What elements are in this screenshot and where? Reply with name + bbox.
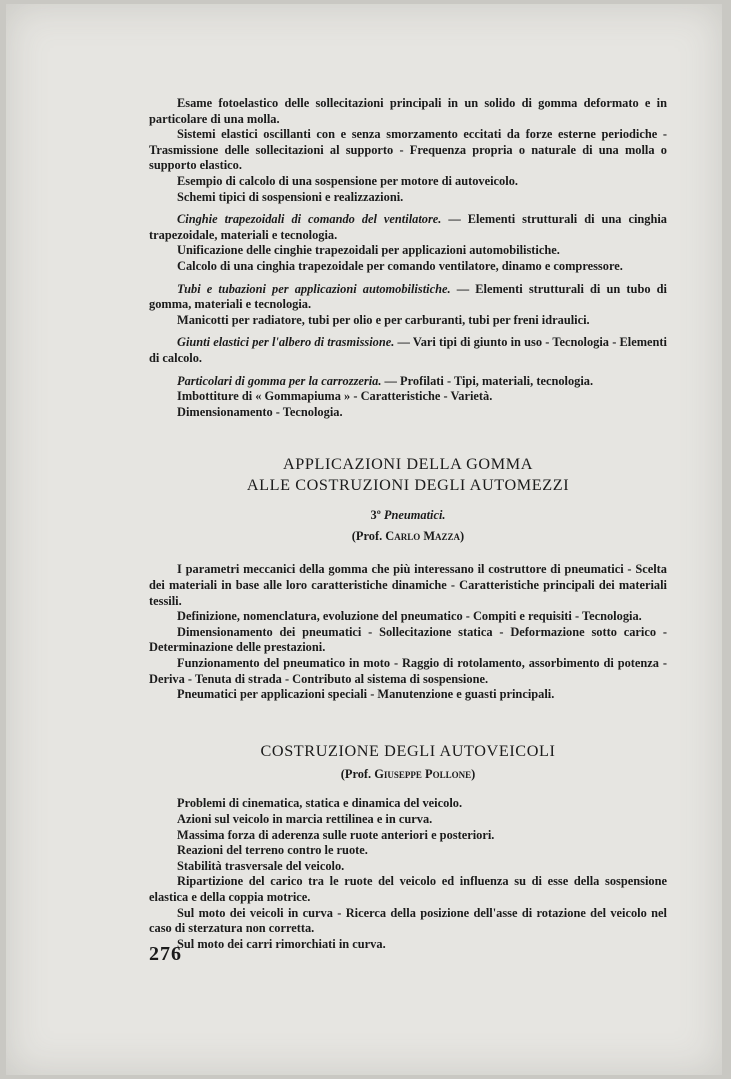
paragraph: Sistemi elastici oscillanti con e senza smorzamento eccitati da forze esterne periodiche - Trasmissione delle sollecitazioni al supporto - Frequenza propria o naturale di una molla o supporto elastico.: [149, 127, 667, 173]
paragraph: Definizione, nomenclatura, evoluzione del pneumatico - Compiti e requisiti - Tecnologia.: [177, 609, 642, 624]
paragraph: Schemi tipici di sospensioni e realizzazioni.: [177, 189, 404, 204]
paragraph: Dimensionamento - Tecnologia.: [177, 404, 343, 419]
topic-title: Particolari di gomma per la carrozzeria.: [177, 373, 382, 388]
section-heading: COSTRUZIONE DEGLI AUTOVEICOLI: [260, 741, 556, 760]
paragraph: Problemi di cinematica, statica e dinamica del veicolo.: [177, 796, 463, 811]
paragraph: Manicotti per radiatore, tubi per olio e per carburanti, tubi per freni idraulici.: [177, 312, 590, 327]
paragraph: Pneumatici per applicazioni speciali - Manutenzione e guasti principali.: [177, 687, 555, 702]
author-line: (Prof. Giuseppe Pollone): [340, 766, 476, 781]
paragraph: Azioni sul veicolo in marcia rettilinea e in curva.: [177, 812, 433, 826]
paragraph: Ripartizione del carico tra le ruote del veicolo ed influenza su di esse della sospensione elastica e della coppia motrice.: [149, 874, 667, 904]
paragraph: Dimensionamento dei pneumatici - Sollecitazione statica - Deformazione sotto carico - Determinazione delle prestazioni.: [149, 624, 667, 655]
paragraph: Particolari di gomma per la carrozzeria. — Profilati - Tipi, materiali, tecnologia.: [177, 373, 594, 388]
paragraph: Giunti elastici per l'albero di trasmissione. — Vari tipi di giunto in uso - Tecnologia - Elementi di calcolo.: [149, 335, 668, 365]
section-heading: APPLICAZIONI DELLA GOMMA: [282, 455, 533, 474]
paragraph: Tubi e tubazioni per applicazioni automobilistiche. — Elementi strutturali di un tubo di gomma, materiali e tecnologia.: [149, 281, 667, 312]
author-name: Giuseppe Pollone: [374, 766, 472, 781]
paragraph: Sul moto dei carri rimorchiati in curva.: [177, 936, 386, 951]
page-number: 276: [149, 943, 182, 965]
paragraph: Reazioni del terreno contro le ruote.: [177, 843, 368, 858]
paragraph: Esempio di calcolo di una sospensione per motore di autoveicolo.: [177, 173, 518, 188]
subheading: 3º Pneumatici.: [370, 508, 446, 523]
paragraph: Sul moto dei veicoli in curva - Ricerca della posizione dell'asse di rotazione del veicolo nel caso di sterzatura non corretta.: [149, 905, 667, 936]
topic-title: Giunti elastici per l'albero di trasmissione.: [177, 335, 395, 350]
paragraph: Funzionamento del pneumatico in moto - Raggio di rotolamento, assorbimento di potenza - Deriva - Tenuta di strada - Contributo al sistema di sospensione.: [149, 656, 667, 686]
paragraph: Massima forza di aderenza sulle ruote anteriori e posteriori.: [177, 827, 495, 842]
page-content: [149, 96, 667, 952]
paragraph: I parametri meccanici della gomma che più interessano il costruttore di pneumatici - Scelta dei materiali in base alle loro caratteristiche dinamiche - Caratteristiche principali dei materiali tessili.: [149, 562, 667, 608]
topic-title: Tubi e tubazioni per applicazioni automobilistiche.: [177, 281, 451, 296]
section-heading: ALLE COSTRUZIONI DEGLI AUTOMEZZI: [246, 476, 570, 495]
paragraph: Esame fotoelastico delle sollecitazioni principali in un solido di gomma deformato e in particolare di una molla.: [149, 96, 667, 126]
paragraph: Unificazione delle cinghie trapezoidali per applicazioni automobilistiche.: [177, 243, 560, 258]
paragraph: Stabilità trasversale del veicolo.: [177, 858, 345, 873]
book-page: [6, 4, 722, 1075]
paragraph: Cinghie trapezoidali di comando del ventilatore. — Elementi strutturali di una cinghia trapezoidale, materiali e tecnologia.: [149, 212, 667, 242]
author-name: Carlo Mazza: [385, 528, 461, 543]
paragraph: Imbottiture di « Gommapiuma » - Caratteristiche - Varietà.: [177, 389, 493, 404]
topic-title: Cinghie trapezoidali di comando del ventilatore.: [177, 212, 442, 227]
author-line: (Prof. Carlo Mazza): [351, 528, 465, 543]
paragraph: Calcolo di una cinghia trapezoidale per comando ventilatore, dinamo e compressore.: [177, 258, 623, 273]
